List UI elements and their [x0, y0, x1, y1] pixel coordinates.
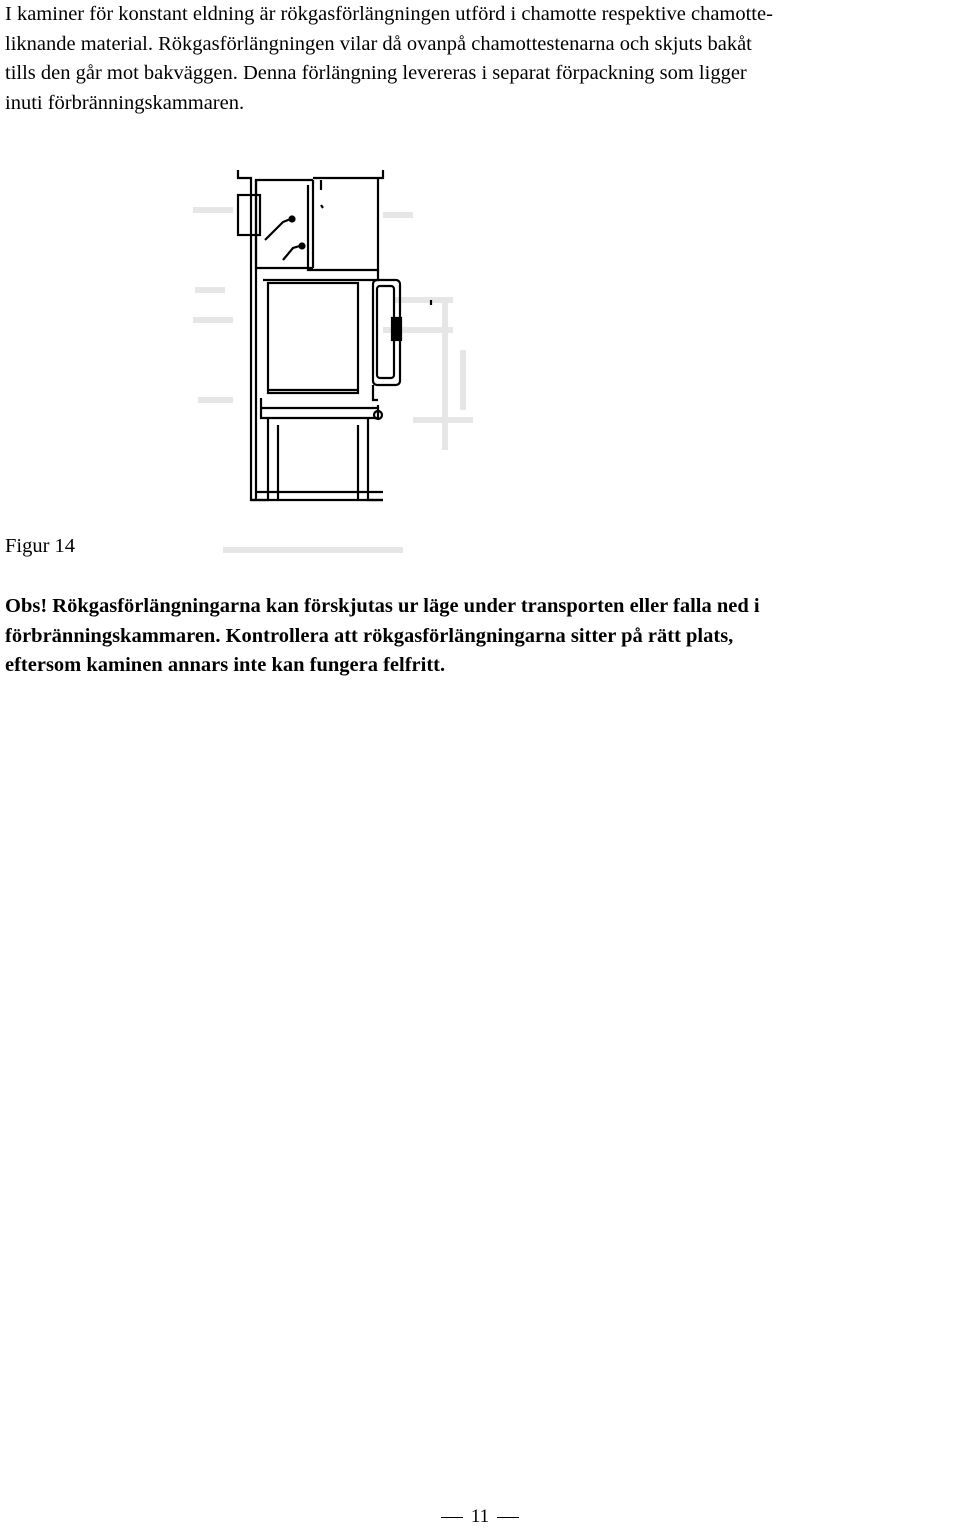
stove-cross-section-drawing-icon	[183, 140, 483, 560]
note-line: förbränningskammaren. Kontrollera att rökgasförlängningarna sitter på rätt plats,	[5, 624, 734, 647]
intro-line: I kaminer för konstant eldning är rökgasförlängningen utförd i chamotte respektive chamotte-	[5, 3, 773, 25]
page-number-footer	[0, 1506, 960, 1528]
intro-line: liknande material. Rökgasförlängningen vilar då ovanpå chamottestenarna och skjuts bakåt	[5, 32, 752, 55]
intro-line: tills den går mot bakväggen. Denna förlängning levereras i separat förpackning som ligger	[5, 62, 747, 84]
intro-line: inuti förbränningskammaren.	[5, 91, 245, 114]
stove-figure	[183, 140, 483, 560]
note-line: Obs! Rökgasförlängningarna kan förskjutas ur läge under transporten eller falla ned i	[5, 595, 760, 617]
dash-right	[497, 1517, 519, 1518]
figure-caption: Figur 14	[5, 535, 76, 557]
page-number: 11	[470, 1506, 490, 1527]
dash-left	[441, 1517, 463, 1518]
warning-note	[5, 592, 955, 681]
note-line: eftersom kaminen annars inte kan fungera felfritt.	[5, 654, 446, 676]
intro-paragraph	[5, 0, 955, 118]
